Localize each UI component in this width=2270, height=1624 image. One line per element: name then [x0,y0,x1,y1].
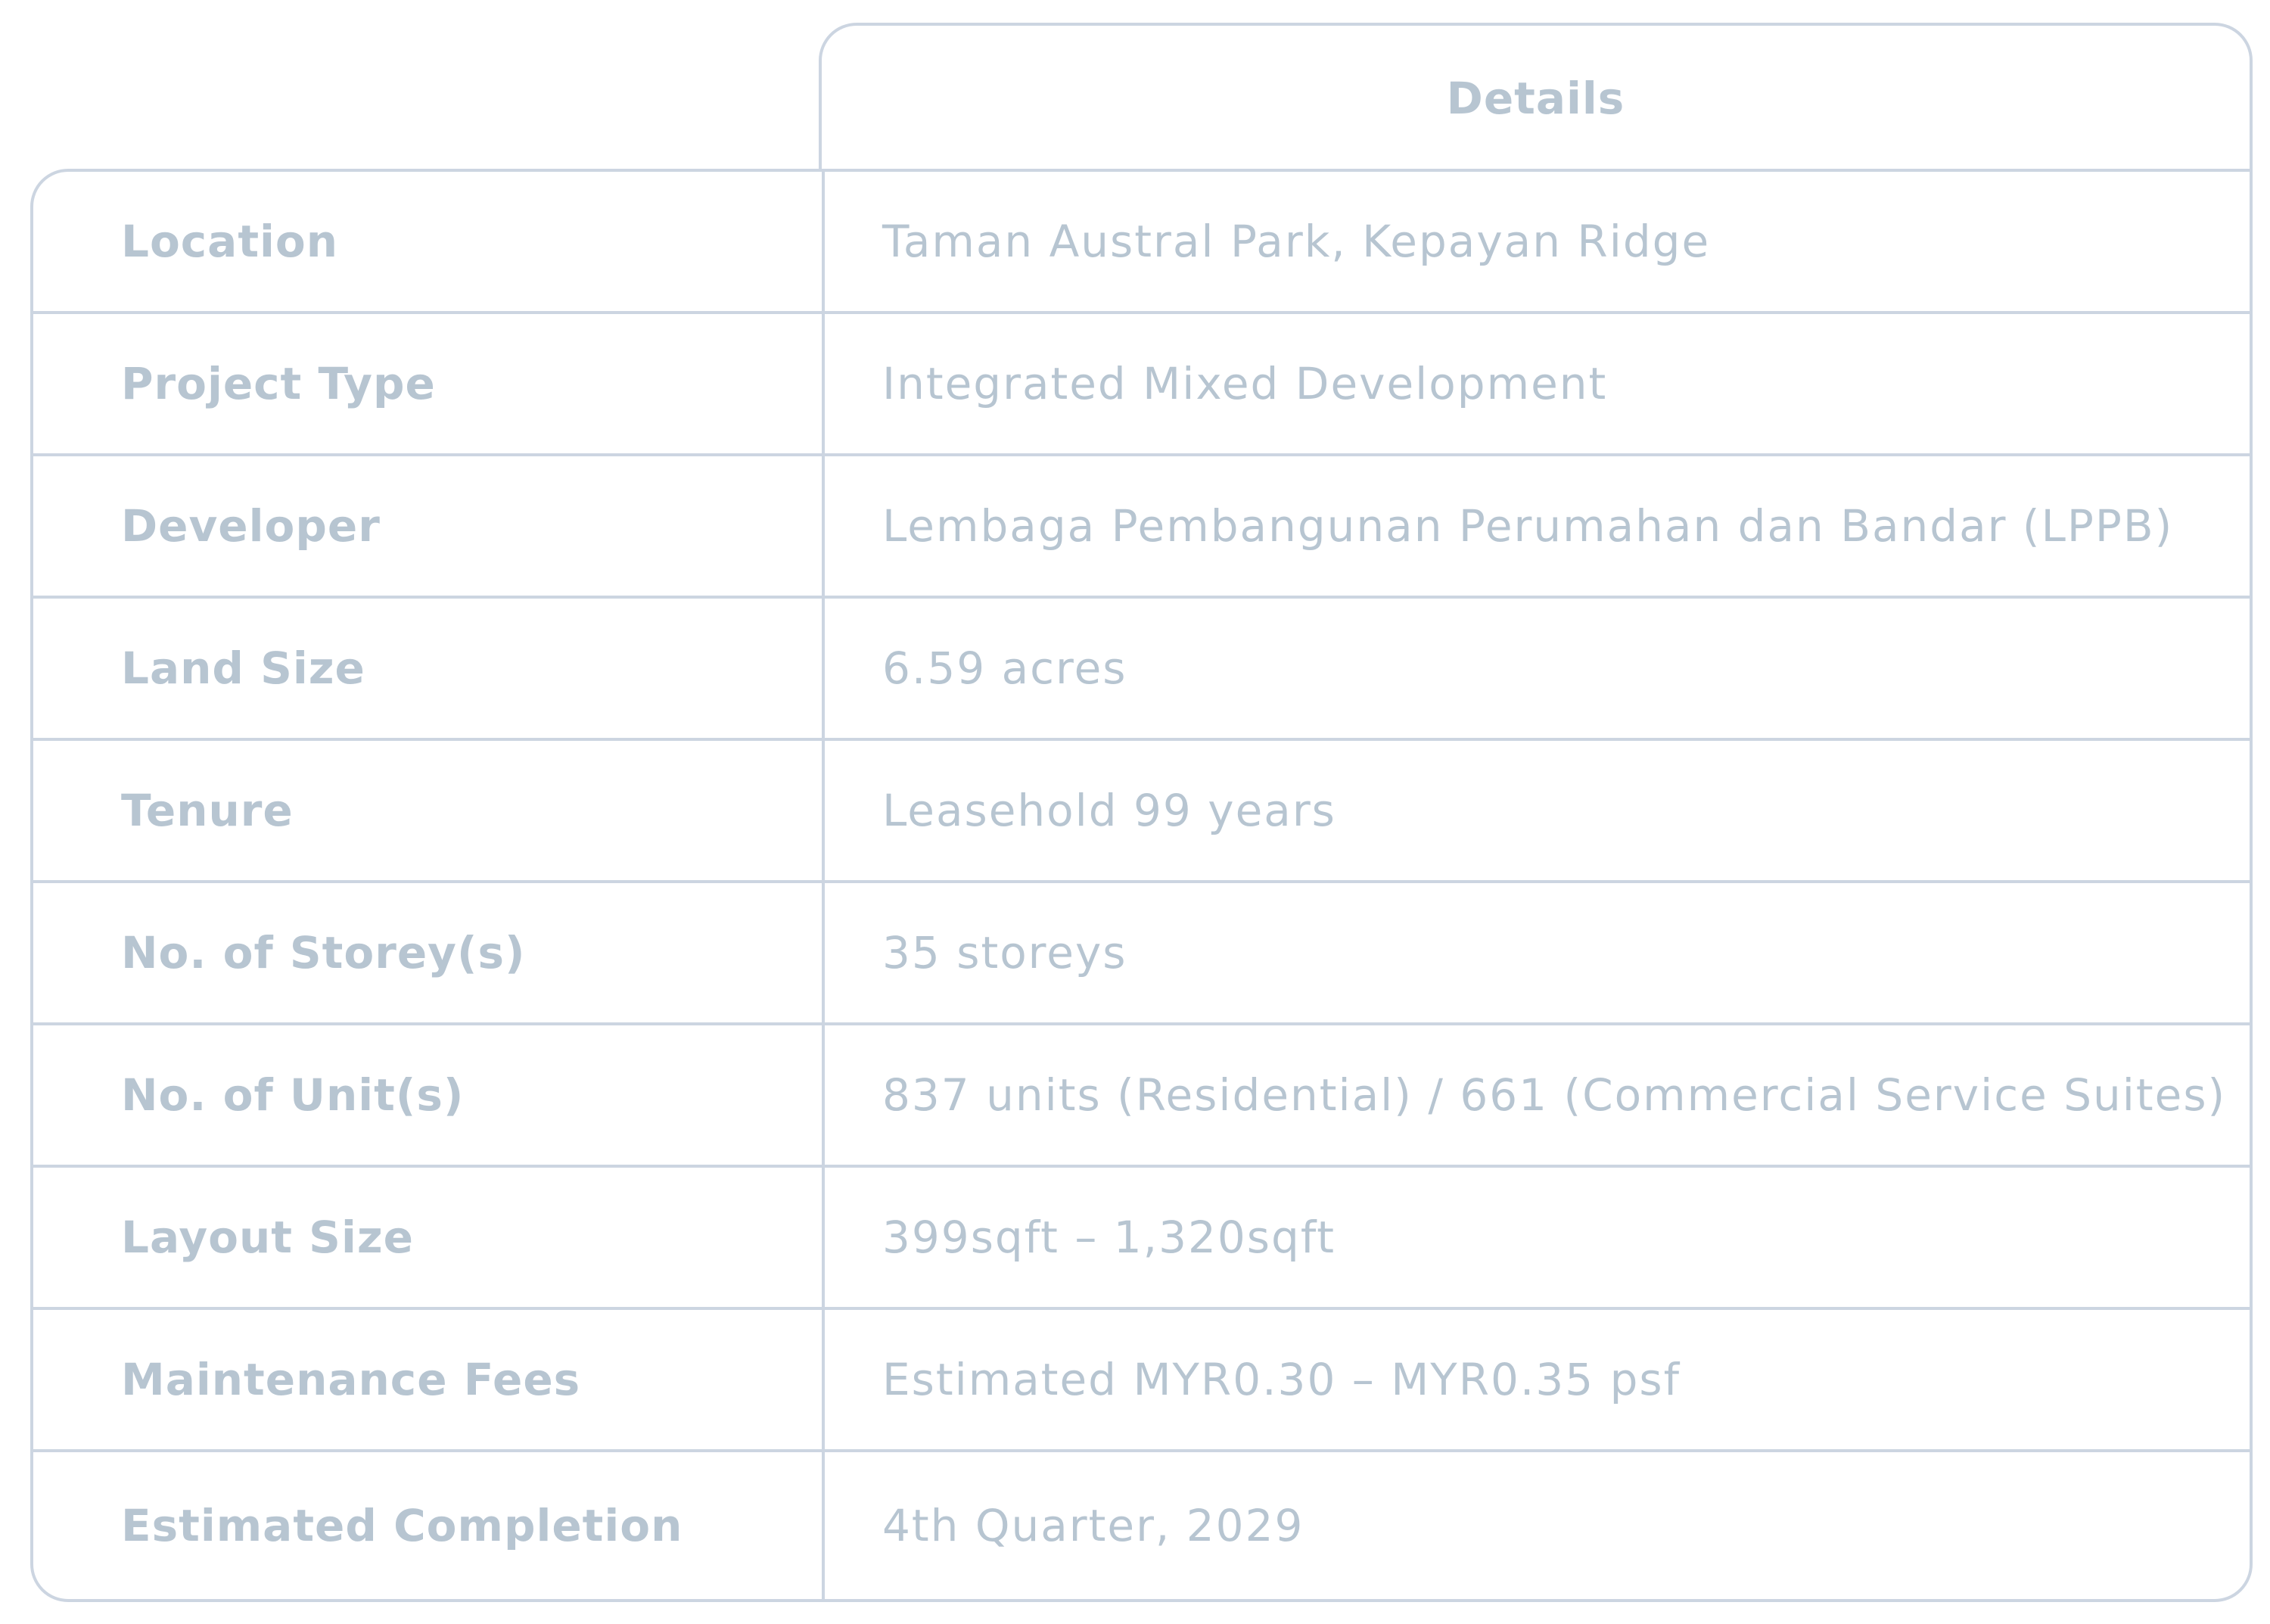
table-row-maintenance-fees [33,1310,2250,1452]
table-row-estimated-completion [33,1452,2250,1599]
row-value: Lembaga Pembangunan Perumahan dan Bandar (LPPB) [882,500,2174,552]
table-row-location [33,172,2250,314]
table-row-units [33,1025,2250,1168]
row-label: Land Size [121,642,365,694]
row-value: Taman Austral Park, Kepayan Ridge [882,216,1711,267]
row-value: Estimated MYR0.30 – MYR0.35 psf [882,1354,1681,1405]
row-label: Location [121,216,339,267]
row-value: 837 units (Residential) / 661 (Commercial Service Suites) [882,1069,2227,1121]
row-label: Developer [121,500,381,552]
row-label: Tenure [121,785,294,836]
row-label: Layout Size [121,1212,414,1263]
row-label: Estimated Completion [121,1500,683,1551]
row-value: 4th Quarter, 2029 [882,1500,1304,1551]
project-details-table [30,169,2253,1602]
table-row-land-size [33,599,2250,741]
details-header-label: Details [1446,73,1625,124]
details-column-header [819,23,2253,171]
row-value: 35 storeys [882,927,1127,978]
row-label: Project Type [121,358,436,409]
table-row-developer [33,456,2250,599]
table-row-project-type [33,314,2250,456]
table-row-tenure [33,741,2250,883]
row-label: No. of Storey(s) [121,927,526,978]
row-value: 6.59 acres [882,642,1127,694]
table-row-storeys [33,883,2250,1025]
row-label: No. of Unit(s) [121,1069,465,1121]
row-value: 399sqft – 1,320sqft [882,1212,1336,1263]
row-value: Integrated Mixed Development [882,358,1608,409]
row-label: Maintenance Fees [121,1354,581,1405]
table-row-layout-size [33,1168,2250,1310]
row-value: Leasehold 99 years [882,785,1336,836]
